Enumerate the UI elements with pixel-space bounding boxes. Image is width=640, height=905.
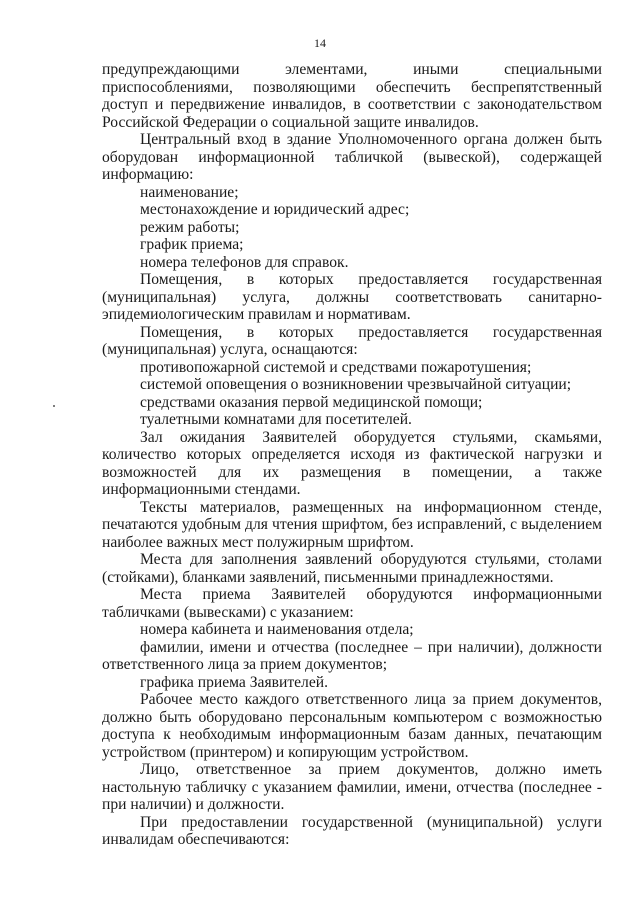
list-item: системой оповещения о возникновении чрезвычайной ситуации;: [140, 376, 572, 393]
paragraph: Зал ожидания Заявителей оборудуется стульями, скамьями, количество которых определяется исходя из фактической нагрузки и возможностей для их размещения в помещении, а также информационными стендами.: [102, 428, 602, 498]
list-item: номера кабинета и наименования отдела;: [140, 621, 414, 638]
list-item: местонахождение и юридический адрес;: [140, 201, 410, 218]
list-item: график приема;: [140, 236, 244, 253]
list-item: режим работы;: [140, 218, 240, 236]
paragraph: При предоставлении государственной (муниципальной) услуги инвалидам обеспечиваются:: [102, 813, 602, 848]
list-item: туалетными комнатами для посетителей.: [140, 411, 412, 428]
list-item: средствами оказания первой медицинской помощи;: [140, 393, 483, 411]
document-body: [102, 61, 602, 849]
paragraph: Лицо, ответственное за прием документов, должно иметь настольную табличку с указанием фамилии, имени, отчества (последнее - при наличии) и должности.: [102, 761, 602, 813]
paragraph: Помещения, в которых предоставляется государственная (муниципальная) услуга, оснащаются:: [102, 323, 602, 358]
list-item: наименование;: [140, 183, 239, 201]
paragraph: Места приема Заявителей оборудуются информационными табличками (вывесками) с указанием:: [102, 586, 602, 621]
paragraph: Центральный вход в здание Уполномоченного органа должен быть оборудован информационной табличкой (вывеской), содержащей информацию:: [102, 131, 602, 183]
list-item: противопожарной системой и средствами пожаротушения;: [140, 358, 532, 376]
list-item: номера телефонов для справок.: [140, 253, 349, 271]
paragraph: Тексты материалов, размещенных на информационном стенде, печатаются удобным для чтения шрифтом, без исправлений, с выделением наиболее важных мест полужирным шрифтом.: [102, 498, 602, 551]
paragraph: Рабочее место каждого ответственного лица за прием документов, должно быть оборудовано персональным компьютером с возможностью доступа к необходимым информационным базам данных, печатающим устройством (принтером) и копирующим устройством.: [102, 691, 602, 761]
list-item: графика приема Заявителей.: [140, 673, 329, 691]
page-number: 14: [314, 36, 326, 50]
paragraph: Помещения, в которых предоставляется государственная (муниципальная) услуга, должны соответствовать санитарно-эпидемиологическим правилам и нормативам.: [102, 271, 602, 323]
paragraph: предупреждающими элементами, иными специальными приспособлениями, позволяющими обеспечить беспрепятственный доступ и передвижение инвалидов, в соответствии с законодательством Российской Федерации о социальной защите инвалидов.: [102, 61, 602, 131]
margin-mark: [53, 405, 55, 407]
paragraph: Места для заполнения заявлений оборудуются стульями, столами (стойками), бланками заявлений, письменными принадлежностями.: [102, 551, 602, 586]
paragraph: фамилии, имени и отчества (последнее – при наличии), должности ответственного лица за прием документов;: [102, 638, 602, 673]
